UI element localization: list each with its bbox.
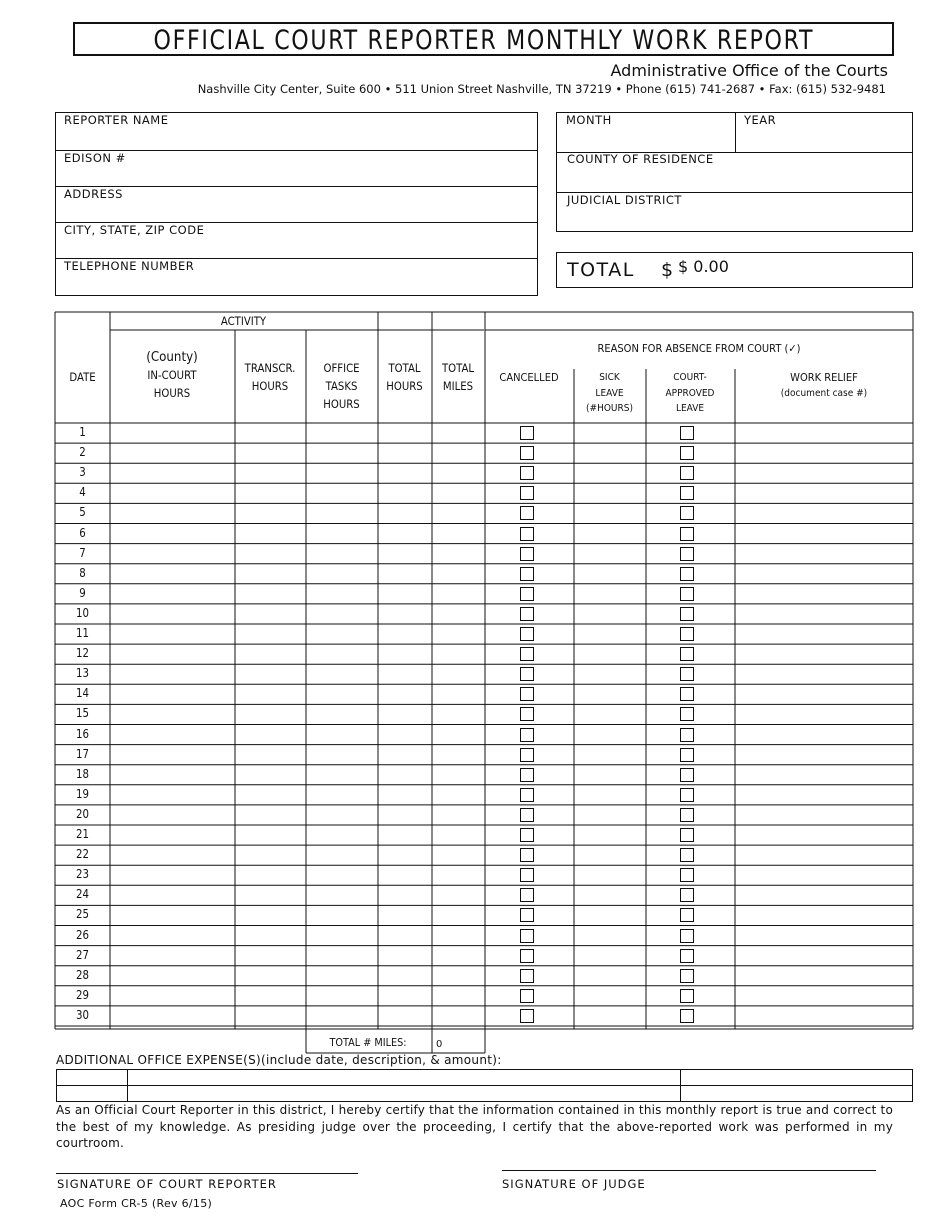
court-approved-checkbox[interactable] — [680, 567, 694, 581]
col-court-approved — [646, 370, 734, 417]
col-transcr-line2: HOURS — [251, 379, 289, 393]
expense-date-field[interactable] — [57, 1070, 126, 1084]
day-number: 11 — [76, 626, 89, 640]
total-amount[interactable]: $ 0.00 — [678, 257, 729, 276]
court-approved-checkbox[interactable] — [680, 647, 694, 661]
county-residence-field[interactable]: COUNTY OF RESIDENCE — [567, 152, 714, 166]
cancelled-checkbox[interactable] — [520, 587, 534, 601]
month-field[interactable]: MONTH — [566, 113, 612, 127]
edison-field[interactable]: EDISON # — [64, 151, 126, 165]
col-relief-line2: (document case #) — [780, 387, 868, 399]
total-label: TOTAL — [567, 259, 635, 281]
cancelled-checkbox[interactable] — [520, 929, 534, 943]
court-approved-checkbox[interactable] — [680, 848, 694, 862]
day-number: 2 — [79, 445, 86, 460]
day-number: 18 — [76, 766, 89, 781]
day-number: 12 — [76, 646, 89, 661]
court-approved-checkbox[interactable] — [680, 808, 694, 822]
year-field[interactable]: YEAR — [744, 113, 777, 127]
court-approved-checkbox[interactable] — [680, 868, 694, 882]
form-title: OFFICIAL COURT REPORTER MONTHLY WORK REPORT — [73, 22, 894, 56]
day-number: 13 — [76, 666, 89, 681]
cancelled-checkbox[interactable] — [520, 728, 534, 742]
col-court-line3: LEAVE — [675, 403, 705, 414]
day-number: 9 — [79, 585, 86, 600]
day-number: 7 — [79, 545, 86, 560]
col-work-relief — [735, 370, 913, 401]
cancelled-checkbox[interactable] — [520, 868, 534, 882]
col-sick-line3: (#HOURS) — [586, 403, 633, 414]
cancelled-checkbox[interactable] — [520, 989, 534, 1003]
col-court-line1: COURT- — [673, 372, 707, 383]
form-id: AOC Form CR-5 (Rev 6/15) — [60, 1197, 213, 1210]
col-sick-line1: SICK — [599, 372, 620, 383]
col-date: DATE — [69, 370, 96, 384]
day-number: 1 — [79, 425, 86, 439]
day-number: 6 — [79, 525, 86, 540]
day-number: 14 — [76, 686, 89, 701]
court-approved-checkbox[interactable] — [680, 667, 694, 681]
judicial-district-field[interactable]: JUDICIAL DISTRICT — [567, 193, 682, 207]
cancelled-checkbox[interactable] — [520, 768, 534, 782]
court-approved-checkbox[interactable] — [680, 748, 694, 762]
day-number: 10 — [76, 605, 89, 620]
court-approved-checkbox[interactable] — [680, 587, 694, 601]
day-number: 30 — [76, 1007, 89, 1022]
court-approved-checkbox[interactable] — [680, 828, 694, 842]
col-incourt-line1: IN-COURT — [147, 368, 197, 382]
court-approved-checkbox[interactable] — [680, 687, 694, 701]
cancelled-checkbox[interactable] — [520, 627, 534, 641]
col-total-hours-line1: TOTAL — [388, 361, 421, 375]
expense-description-field[interactable] — [128, 1070, 679, 1084]
office-address: Nashville City Center, Suite 600 • 511 Union Street Nashville, TN 37219 • Phone (615) 741-2687 • Fax: (615) 532-9481 — [197, 82, 886, 96]
col-total-miles — [432, 359, 484, 395]
col-cancelled: CANCELLED — [499, 371, 559, 384]
day-number: 24 — [76, 887, 89, 902]
office-name: Administrative Office of the Courts — [610, 61, 888, 80]
col-transcr-line1: TRANSCR. — [244, 361, 296, 375]
reporter-name-field[interactable]: REPORTER NAME — [64, 113, 169, 127]
col-transcr-hours — [235, 359, 305, 395]
telephone-field[interactable]: TELEPHONE NUMBER — [64, 259, 195, 273]
cancelled-checkbox[interactable] — [520, 466, 534, 480]
day-number: 28 — [76, 967, 89, 982]
court-approved-checkbox[interactable] — [680, 969, 694, 983]
cancelled-checkbox[interactable] — [520, 527, 534, 541]
cancelled-checkbox[interactable] — [520, 486, 534, 500]
col-office-line2: TASKS — [325, 379, 358, 393]
col-sick-leave — [574, 370, 645, 417]
col-incourt-hours — [110, 348, 234, 402]
day-number: 27 — [76, 947, 89, 962]
court-approved-checkbox[interactable] — [680, 486, 694, 500]
court-approved-checkbox[interactable] — [680, 908, 694, 922]
judge-signature-label: SIGNATURE OF JUDGE — [502, 1177, 646, 1191]
court-approved-checkbox[interactable] — [680, 768, 694, 782]
court-approved-checkbox[interactable] — [680, 607, 694, 621]
cancelled-checkbox[interactable] — [520, 788, 534, 802]
expense-label: ADDITIONAL OFFICE EXPENSE(S)(include date, description, & amount): — [56, 1053, 502, 1067]
day-number: 4 — [79, 485, 86, 500]
col-office-line1: OFFICE — [323, 361, 360, 375]
cancelled-checkbox[interactable] — [520, 1009, 534, 1023]
court-approved-checkbox[interactable] — [680, 989, 694, 1003]
reporter-signature-line[interactable] — [56, 1173, 358, 1174]
day-number: 23 — [76, 867, 89, 882]
judge-signature-line[interactable] — [502, 1170, 876, 1171]
cancelled-checkbox[interactable] — [520, 547, 534, 561]
certification-text: As an Official Court Reporter in this district, I hereby certify that the information contained in this monthly report is true and correct to the best of my knowledge. As presiding judge over the proceeding, I certify that the above-reported work was performed in my courtroom. — [56, 1103, 893, 1150]
day-number: 17 — [76, 746, 89, 761]
court-approved-checkbox[interactable] — [680, 446, 694, 460]
reason-header: REASON FOR ABSENCE FROM COURT (✓) — [597, 342, 801, 355]
col-sick-line2: LEAVE — [595, 387, 624, 399]
day-number: 25 — [76, 907, 89, 922]
court-approved-checkbox[interactable] — [680, 707, 694, 721]
court-approved-checkbox[interactable] — [680, 929, 694, 943]
total-dollar-sign: $ — [661, 259, 674, 281]
total-miles-label: TOTAL # MILES: — [329, 1036, 407, 1049]
cancelled-checkbox[interactable] — [520, 687, 534, 701]
court-approved-checkbox[interactable] — [680, 547, 694, 561]
cancelled-checkbox[interactable] — [520, 808, 534, 822]
cancelled-checkbox[interactable] — [520, 707, 534, 721]
cancelled-checkbox[interactable] — [520, 667, 534, 681]
col-relief-line1: WORK RELIEF — [790, 371, 858, 384]
activity-header: ACTIVITY — [220, 314, 267, 328]
day-number: 8 — [79, 565, 86, 580]
court-approved-checkbox[interactable] — [680, 1009, 694, 1023]
col-court-line2: APPROVED — [665, 387, 715, 399]
day-number: 21 — [76, 827, 89, 841]
address-field[interactable]: ADDRESS — [64, 187, 123, 201]
court-approved-checkbox[interactable] — [680, 949, 694, 963]
reporter-signature-label: SIGNATURE OF COURT REPORTER — [57, 1177, 277, 1191]
day-number: 29 — [76, 987, 89, 1002]
cancelled-checkbox[interactable] — [520, 446, 534, 460]
day-number: 15 — [76, 706, 89, 721]
expense-amount-field[interactable] — [681, 1070, 912, 1084]
day-number: 16 — [76, 726, 89, 741]
cancelled-checkbox[interactable] — [520, 567, 534, 581]
day-number: 20 — [76, 806, 89, 821]
court-approved-checkbox[interactable] — [680, 788, 694, 802]
col-total-miles-line2: MILES — [442, 379, 474, 393]
col-office-tasks — [306, 359, 377, 413]
cancelled-checkbox[interactable] — [520, 848, 534, 862]
day-number: 19 — [76, 786, 89, 801]
city-state-zip-field[interactable]: CITY, STATE, ZIP CODE — [64, 223, 205, 237]
total-miles-value[interactable]: 0 — [436, 1039, 443, 1050]
col-total-miles-line1: TOTAL — [441, 361, 475, 375]
col-total-hours-line2: HOURS — [386, 379, 423, 393]
court-approved-checkbox[interactable] — [680, 527, 694, 541]
cancelled-checkbox[interactable] — [520, 888, 534, 902]
court-approved-checkbox[interactable] — [680, 426, 694, 440]
col-office-line3: HOURS — [323, 397, 360, 411]
court-approved-checkbox[interactable] — [680, 466, 694, 480]
court-approved-checkbox[interactable] — [680, 506, 694, 520]
cancelled-checkbox[interactable] — [520, 969, 534, 983]
col-incourt-county: (County) — [146, 349, 198, 365]
day-number: 5 — [79, 505, 86, 520]
cancelled-checkbox[interactable] — [520, 908, 534, 922]
day-number: 3 — [79, 465, 86, 480]
col-total-hours — [378, 359, 431, 395]
day-number: 26 — [76, 927, 89, 942]
court-approved-checkbox[interactable] — [680, 627, 694, 641]
cancelled-checkbox[interactable] — [520, 828, 534, 842]
court-approved-checkbox[interactable] — [680, 888, 694, 902]
cancelled-checkbox[interactable] — [520, 506, 534, 520]
cancelled-checkbox[interactable] — [520, 607, 534, 621]
day-number: 22 — [76, 847, 89, 862]
cancelled-checkbox[interactable] — [520, 949, 534, 963]
cancelled-checkbox[interactable] — [520, 748, 534, 762]
cancelled-checkbox[interactable] — [520, 426, 534, 440]
col-incourt-line2: HOURS — [153, 386, 191, 400]
cancelled-checkbox[interactable] — [520, 647, 534, 661]
court-approved-checkbox[interactable] — [680, 728, 694, 742]
